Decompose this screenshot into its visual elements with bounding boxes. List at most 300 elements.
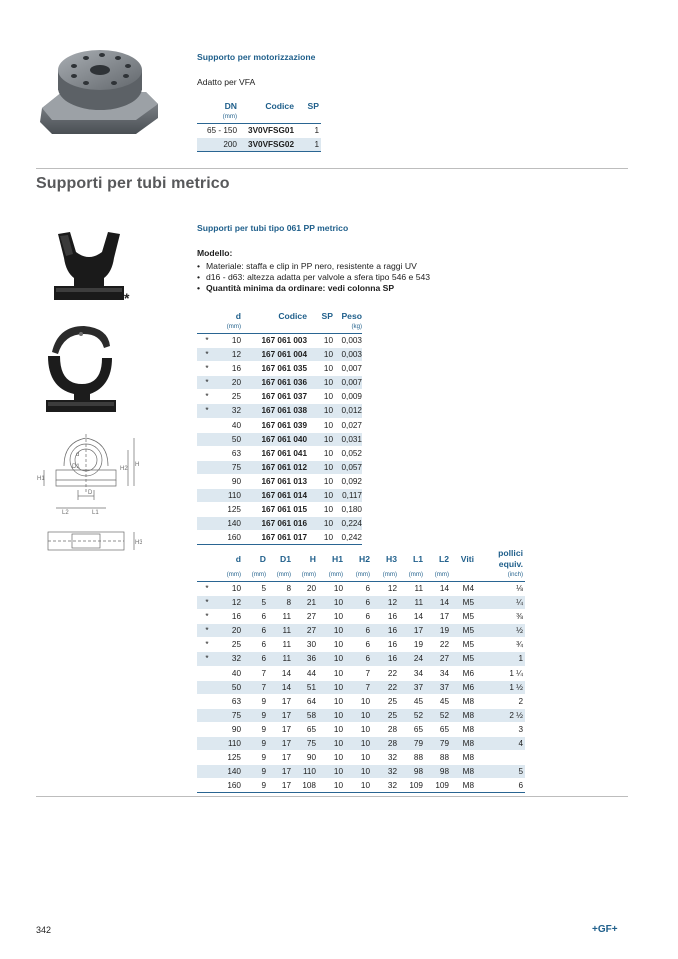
table-row — [197, 124, 321, 138]
dims-cell-8: 37 — [397, 680, 423, 694]
dims-cell-11: ⅛ — [474, 582, 525, 596]
dims-cell-8: 88 — [413, 753, 423, 763]
table-row — [197, 503, 362, 517]
brand-logo: +GF+ — [592, 924, 618, 935]
table-row — [197, 666, 525, 680]
dims-cell-10: M8 — [449, 779, 474, 793]
dims-cell-5: 10 — [316, 765, 343, 779]
motor-cell-dn: 65 - 150 — [197, 124, 237, 138]
clip-cell-sp: 10 — [307, 404, 333, 418]
dims-cell-9: 17 — [439, 612, 449, 622]
clip-unit-weight: (kg) — [351, 323, 362, 330]
dims-col-5: H2 — [359, 553, 370, 564]
clip-cell-code: 167 061 012 — [241, 460, 307, 474]
dims-cell-5: 10 — [316, 652, 343, 666]
table-row — [197, 765, 525, 779]
dims-cell-7: 32 — [370, 765, 397, 779]
dims-cell-2: 6 — [261, 612, 266, 622]
clip-cell-sp: 10 — [307, 517, 333, 531]
table-row — [197, 418, 362, 432]
dims-cell-11: 2 ½ — [474, 708, 525, 722]
dims-cell-7: 32 — [387, 753, 397, 763]
dims-cell-6: 10 — [343, 779, 370, 793]
clip-cell-sp: 10 — [307, 531, 333, 545]
clip-cell-mark — [197, 446, 217, 460]
dims-cell-1: 140 — [217, 765, 241, 779]
motor-col-dn: DN — [224, 101, 237, 111]
dims-cell-7: 28 — [387, 724, 397, 734]
dims-cell-0 — [197, 694, 217, 708]
clip-cell-weight: 0,224 — [333, 517, 362, 531]
clip-cell-mark — [197, 474, 217, 488]
label-l2: L2 — [62, 510, 69, 516]
dims-col-mark — [197, 548, 217, 570]
dims-cell-7: 16 — [387, 612, 397, 622]
clip-cell-weight: 0,052 — [341, 448, 362, 458]
dims-cell-4: 65 — [306, 724, 316, 734]
clip-col-d: d — [235, 311, 241, 321]
feature-height: • d16 - d63: altezza adatta per valvole a sfera tipo 546 e 543 — [197, 272, 497, 283]
table-row — [197, 694, 525, 708]
motor-support-image — [36, 48, 160, 136]
dims-cell-3: 8 — [266, 596, 291, 610]
dims-cell-6: 7 — [343, 680, 370, 694]
dims-col-10: pollici equiv. — [498, 548, 523, 569]
label-d: d — [76, 452, 80, 458]
motor-table — [197, 101, 321, 152]
clip-table-body — [197, 334, 362, 545]
dims-cell-11: 1 ¼ — [509, 668, 523, 678]
motor-cell-sp: 1 — [294, 124, 321, 138]
dims-col-4: H1 — [332, 553, 343, 564]
dims-cell-5: 10 — [316, 779, 343, 793]
dims-cell-3: 11 — [282, 612, 291, 622]
dims-cell-10: M8 — [462, 696, 474, 706]
clip-cell-weight: 0,242 — [333, 531, 362, 545]
dims-cell-4: 58 — [291, 708, 316, 722]
label-h2: H2 — [120, 466, 128, 472]
table-row — [197, 517, 362, 531]
label-h: H — [135, 462, 140, 468]
dims-cell-9: 98 — [423, 765, 449, 779]
dims-cell-5: 10 — [316, 596, 343, 610]
clip-cell-sp: 10 — [307, 348, 333, 362]
dims-unit-7: (mm) — [408, 571, 423, 578]
dims-cell-4: 110 — [291, 765, 316, 779]
dims-cell-2: 5 — [241, 596, 266, 610]
dims-cell-3: 17 — [266, 779, 291, 793]
dims-cell-0: * — [197, 624, 217, 638]
dims-cell-4: 108 — [291, 779, 316, 793]
dims-table-body — [197, 582, 525, 793]
table-row — [197, 722, 525, 736]
dims-cell-6: 10 — [343, 737, 370, 751]
motor-col-sp: SP — [307, 101, 319, 111]
dims-cell-8: 17 — [397, 624, 423, 638]
dims-cell-3: 17 — [281, 696, 291, 706]
clip-col-weight: Peso — [341, 311, 362, 321]
dims-cell-3: 17 — [281, 724, 291, 734]
clip-cell-code: 167 061 004 — [241, 348, 307, 362]
table-row — [197, 624, 525, 638]
dims-cell-6: 10 — [360, 696, 370, 706]
motor-support-title: Supporto per motorizzazione — [197, 52, 316, 62]
dims-cell-8: 11 — [397, 582, 423, 596]
dims-cell-5: 10 — [316, 737, 343, 751]
clip-cell-d: 63 — [231, 448, 241, 458]
dims-cell-3: 8 — [266, 582, 291, 596]
dims-cell-3: 17 — [281, 753, 291, 763]
table-row — [197, 751, 525, 765]
dims-cell-2: 9 — [261, 724, 266, 734]
dims-cell-0 — [197, 680, 217, 694]
dims-cell-11: ¼ — [474, 596, 525, 610]
dims-cell-1: 25 — [231, 640, 241, 650]
dims-cell-8: 98 — [397, 765, 423, 779]
clip-cell-d: 125 — [227, 505, 241, 515]
clip-cell-d: 140 — [217, 517, 241, 531]
clip-cell-code: 167 061 038 — [241, 404, 307, 418]
dims-cell-4: 27 — [291, 624, 316, 638]
dims-cell-4: 75 — [291, 737, 316, 751]
dims-cell-6: 6 — [343, 624, 370, 638]
dims-cell-11: 1 ½ — [474, 680, 525, 694]
dims-cell-9: 88 — [439, 753, 449, 763]
dims-cell-7: 16 — [370, 624, 397, 638]
clip-cell-d: 75 — [217, 460, 241, 474]
clip-col-code: Codice — [278, 311, 307, 321]
label-h1: H1 — [37, 476, 45, 482]
table-row — [197, 582, 525, 596]
dims-cell-11: ⅜ — [516, 612, 523, 622]
dims-cell-6: 6 — [343, 582, 370, 596]
dims-cell-10: M6 — [449, 680, 474, 694]
table-row — [197, 596, 525, 610]
clip-cell-weight: 0,117 — [333, 489, 362, 503]
dims-cell-11: 1 — [474, 652, 525, 666]
clip-cell-d: 50 — [217, 432, 241, 446]
dims-cell-8: 79 — [397, 737, 423, 751]
feature-min-qty: • Quantità minima da ordinare: vedi colonna SP — [197, 283, 497, 294]
clip-cell-code: 167 061 036 — [241, 376, 307, 390]
clip-cell-weight: 0,012 — [333, 404, 362, 418]
dims-cell-11: 6 — [474, 779, 525, 793]
dims-cell-6: 10 — [360, 724, 370, 734]
clip-cell-sp: 10 — [307, 489, 333, 503]
dims-cell-6: 10 — [343, 765, 370, 779]
dims-cell-3: 11 — [282, 640, 291, 650]
dims-cell-5: 10 — [316, 582, 343, 596]
dims-cell-10: M8 — [449, 708, 474, 722]
table-row — [197, 404, 362, 418]
dims-cell-0: * — [197, 596, 217, 610]
table-row — [197, 376, 362, 390]
dims-cell-0: * — [197, 582, 217, 596]
dims-cell-0 — [197, 666, 217, 680]
dims-cell-9: 19 — [423, 624, 449, 638]
clip-cell-d: 25 — [231, 392, 241, 402]
dims-cell-7: 22 — [387, 668, 397, 678]
clip-cell-mark: * — [197, 348, 217, 362]
dims-cell-0 — [197, 751, 217, 765]
table-row — [197, 362, 362, 376]
dims-cell-2: 6 — [241, 624, 266, 638]
dims-col-9: Viti — [460, 553, 474, 564]
dims-cell-6: 6 — [365, 640, 370, 650]
clip-image-closed — [38, 322, 122, 414]
dims-cell-2: 6 — [241, 652, 266, 666]
dims-cell-4: 30 — [306, 640, 316, 650]
label-l1: L1 — [92, 510, 99, 516]
motor-support-desc: Adatto per VFA — [197, 77, 256, 87]
dims-table — [197, 548, 525, 793]
table-row — [197, 348, 362, 362]
motor-cell-dn: 200 — [197, 138, 237, 152]
table-row — [197, 432, 362, 446]
dims-cell-2: 6 — [261, 640, 266, 650]
dims-cell-10: M8 — [449, 765, 474, 779]
dims-cell-8: 11 — [397, 596, 423, 610]
dims-cell-11: 5 — [474, 765, 525, 779]
label-dd: D — [88, 490, 93, 496]
motor-cell-code: 3V0VFSG02 — [237, 138, 294, 152]
dims-cell-10: M4 — [449, 582, 474, 596]
clip-cell-mark: * — [197, 404, 217, 418]
dims-cell-8: 52 — [397, 708, 423, 722]
dims-cell-4: 27 — [306, 612, 316, 622]
model-label: Modello: — [197, 248, 233, 258]
dims-cell-9: 65 — [439, 724, 449, 734]
dims-cell-1: 125 — [227, 753, 241, 763]
dims-cell-1: 16 — [231, 612, 241, 622]
dims-unit-row — [197, 570, 525, 582]
dims-col-3: H — [309, 553, 316, 564]
dims-cell-1: 10 — [217, 582, 241, 596]
clip-cell-weight: 0,003 — [333, 334, 362, 348]
dims-cell-3: 17 — [266, 708, 291, 722]
dims-cell-3: 17 — [266, 765, 291, 779]
clip-cell-sp: 10 — [307, 376, 333, 390]
clip-cell-d: 16 — [231, 364, 241, 374]
clip-cell-sp: 10 — [323, 448, 333, 458]
clip-cell-mark — [197, 531, 217, 545]
clip-cell-d: 12 — [217, 348, 241, 362]
clip-cell-weight: 0,007 — [341, 364, 362, 374]
clip-cell-mark: * — [205, 392, 209, 402]
dims-cell-10: M6 — [462, 668, 474, 678]
dims-cell-5: 10 — [333, 640, 343, 650]
dims-cell-3: 14 — [266, 680, 291, 694]
dims-cell-11: 2 — [518, 696, 523, 706]
dims-cell-2: 9 — [241, 779, 266, 793]
clip-cell-mark — [197, 503, 217, 517]
dims-col-6: H3 — [386, 553, 397, 564]
dims-cell-4: 64 — [306, 696, 316, 706]
dims-cell-6: 7 — [365, 668, 370, 678]
dims-cell-8: 45 — [413, 696, 423, 706]
dims-cell-5: 10 — [333, 753, 343, 763]
clip-cell-sp: 10 — [323, 505, 333, 515]
table-row — [197, 334, 362, 348]
clip-cell-code: 167 061 016 — [241, 517, 307, 531]
clip-cell-d: 160 — [217, 531, 241, 545]
table-row — [197, 610, 525, 624]
clip-cell-mark: * — [197, 334, 217, 348]
motor-cell-code: 3V0VFSG01 — [237, 124, 294, 138]
dims-cell-8: 34 — [413, 668, 423, 678]
table-row — [197, 638, 525, 652]
clip-cell-code: 167 061 013 — [261, 476, 307, 486]
clip-cell-d: 110 — [217, 489, 241, 503]
clip-cell-sp: 10 — [323, 476, 333, 486]
table-row — [197, 474, 362, 488]
clip-asterisk: * — [124, 290, 130, 306]
dims-cell-8: 19 — [413, 640, 423, 650]
dims-unit-8: (mm) — [434, 571, 449, 578]
dims-cell-9: 22 — [439, 640, 449, 650]
clip-cell-mark — [197, 489, 217, 503]
dims-cell-8: 24 — [397, 652, 423, 666]
clip-cell-weight: 0,092 — [341, 476, 362, 486]
dims-cell-4: 21 — [291, 596, 316, 610]
dims-cell-10: M8 — [462, 753, 474, 763]
dims-cell-8: 14 — [413, 612, 423, 622]
table-row — [197, 737, 525, 751]
clip-cell-d: 40 — [231, 420, 241, 430]
dims-cell-6: 10 — [343, 708, 370, 722]
divider-bottom — [36, 796, 628, 797]
dims-cell-7: 16 — [387, 640, 397, 650]
dims-cell-1: 32 — [217, 652, 241, 666]
clip-cell-weight: 0,027 — [341, 420, 362, 430]
clip-cell-weight: 0,009 — [341, 392, 362, 402]
dims-cell-2: 9 — [241, 765, 266, 779]
dims-col-0: d — [235, 553, 241, 564]
dims-cell-9: 14 — [423, 582, 449, 596]
dims-cell-1: 12 — [217, 596, 241, 610]
dims-cell-2: 5 — [241, 582, 266, 596]
table-row — [197, 531, 362, 545]
dims-cell-9: 109 — [423, 779, 449, 793]
clip-image-open — [48, 228, 130, 304]
dims-cell-9: 79 — [423, 737, 449, 751]
table-row — [197, 138, 321, 152]
clip-cell-weight: 0,031 — [333, 432, 362, 446]
label-d1: D1 — [72, 464, 80, 470]
dims-cell-10: M5 — [462, 612, 474, 622]
dims-unit-4: (mm) — [328, 571, 343, 578]
dims-cell-1: 160 — [217, 779, 241, 793]
clip-cell-mark — [197, 432, 217, 446]
dims-cell-9: 37 — [423, 680, 449, 694]
dims-cell-1: 75 — [217, 708, 241, 722]
clip-cell-mark: * — [197, 376, 217, 390]
clip-cell-d: 32 — [217, 404, 241, 418]
table-row — [197, 779, 525, 793]
dims-cell-5: 10 — [333, 696, 343, 706]
clip-cell-weight: 0,180 — [341, 505, 362, 515]
dims-cell-11: ¾ — [516, 640, 523, 650]
dims-cell-5: 10 — [333, 724, 343, 734]
table-row — [197, 446, 362, 460]
motor-col-code: Codice — [265, 101, 294, 111]
clip-col-sp: SP — [321, 311, 333, 321]
clip-cell-sp: 10 — [323, 392, 333, 402]
dims-cell-9: 27 — [423, 652, 449, 666]
dims-cell-0: * — [205, 612, 209, 622]
dims-cell-7: 25 — [387, 696, 397, 706]
dims-unit-1: (mm) — [251, 571, 266, 578]
dims-cell-0: * — [197, 652, 217, 666]
dims-cell-0 — [197, 708, 217, 722]
dims-cell-11 — [474, 751, 525, 765]
motor-cell-sp: 1 — [294, 138, 321, 152]
clip-cell-code: 167 061 017 — [241, 531, 307, 545]
dims-cell-7: 22 — [370, 680, 397, 694]
clip-cell-weight: 0,007 — [333, 376, 362, 390]
dims-unit-10: (inch) — [507, 571, 523, 578]
dims-cell-4: 51 — [291, 680, 316, 694]
clip-title: Supporti per tubi tipo 061 PP metrico — [197, 223, 349, 233]
dims-cell-8: 109 — [397, 779, 423, 793]
dims-unit-6: (mm) — [382, 571, 397, 578]
dims-cell-0 — [197, 722, 217, 736]
clip-cell-code: 167 061 035 — [261, 364, 307, 374]
dims-unit-3: (mm) — [301, 571, 316, 578]
clip-cell-code: 167 061 014 — [241, 489, 307, 503]
dims-cell-7: 25 — [370, 708, 397, 722]
clip-cell-sp: 10 — [307, 432, 333, 446]
table-row — [197, 708, 525, 722]
clip-cell-code: 167 061 041 — [261, 448, 307, 458]
dims-unit-9 — [449, 570, 474, 582]
dims-cell-2: 7 — [261, 668, 266, 678]
clip-cell-mark — [197, 517, 217, 531]
dims-cell-6: 6 — [343, 652, 370, 666]
clip-cell-d: 20 — [217, 376, 241, 390]
dims-cell-4: 90 — [306, 753, 316, 763]
clip-table — [197, 311, 362, 545]
feature-material: • Materiale: staffa e clip in PP nero, resistente a raggi UV — [197, 261, 497, 272]
dims-cell-1: 20 — [217, 624, 241, 638]
table-row — [197, 680, 525, 694]
dims-cell-7: 28 — [370, 737, 397, 751]
dims-cell-9: 52 — [423, 708, 449, 722]
dims-cell-6: 6 — [365, 612, 370, 622]
dims-cell-1: 110 — [217, 737, 241, 751]
section-title: Supporti per tubi metrico — [36, 175, 230, 192]
dims-cell-1: 50 — [217, 680, 241, 694]
page-number: 342 — [36, 925, 52, 935]
technical-drawing — [34, 430, 142, 560]
dims-unit-5: (mm) — [355, 571, 370, 578]
clip-cell-code: 167 061 040 — [241, 432, 307, 446]
dims-cell-4: 20 — [291, 582, 316, 596]
dims-cell-7: 12 — [370, 596, 397, 610]
dims-cell-9: 14 — [423, 596, 449, 610]
dims-cell-2: 7 — [241, 680, 266, 694]
divider-top — [36, 168, 628, 169]
clip-cell-sp: 10 — [323, 420, 333, 430]
dims-cell-10: M5 — [449, 624, 474, 638]
dims-cell-11: 3 — [518, 724, 523, 734]
clip-cell-mark: * — [205, 364, 209, 374]
dims-cell-3: 14 — [281, 668, 291, 678]
dims-unit-mark — [197, 570, 217, 582]
clip-cell-sp: 10 — [307, 460, 333, 474]
clip-cell-weight: 0,057 — [333, 460, 362, 474]
dims-cell-5: 10 — [316, 708, 343, 722]
